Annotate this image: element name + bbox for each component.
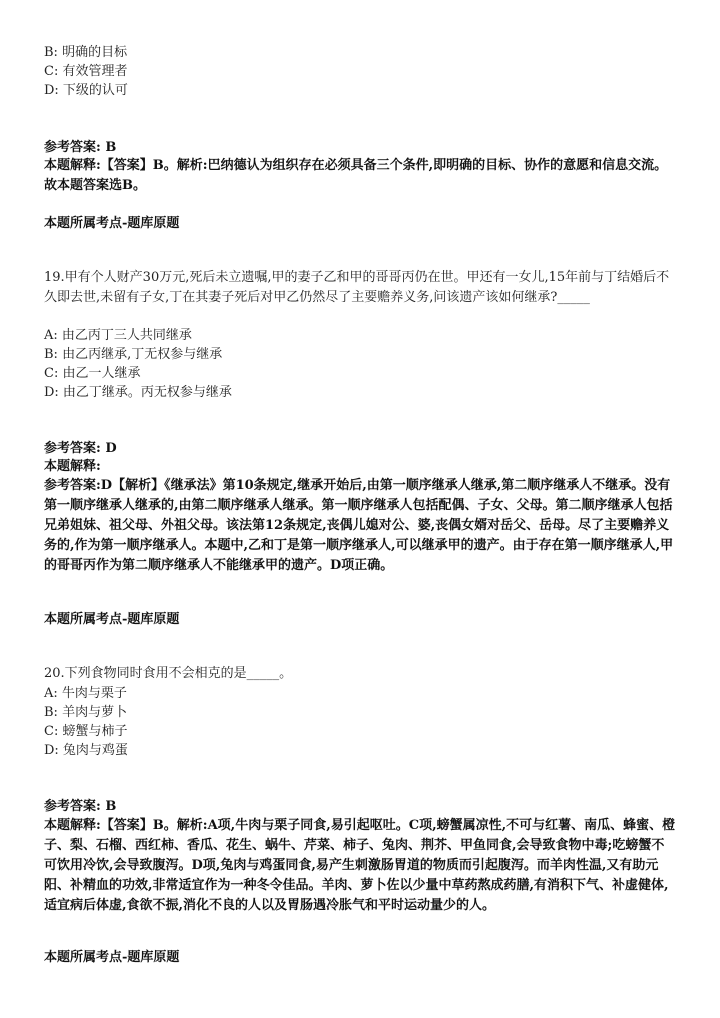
q20-answer: 参考答案: B (44, 799, 117, 814)
q19-option-d: D: 由乙丁继承。丙无权参与继承 (44, 385, 232, 400)
q18-option-c: C: 有效管理者 (44, 64, 128, 79)
q20-option-d: D: 兔肉与鸡蛋 (44, 743, 128, 758)
q19-answer: 参考答案: D (44, 441, 117, 456)
q20-option-b: B: 羊肉与萝卜 (44, 705, 128, 720)
q20-question: 20.下列食物同时食用不会相克的是_____。 (44, 666, 293, 681)
q20-option-a: A: 牛肉与栗子 (44, 686, 127, 701)
q19-explanation-label: 本题解释: (44, 459, 101, 474)
q18-source: 本题所属考点-题库原题 (44, 216, 180, 231)
q19-explanation: 参考答案:D【解析】《继承法》第10条规定,继承开始后,由第一顺序继承人继承,第二顺序继承人不继承。没有第一顺序继承人继承的,由第二顺序继承人继承。第一顺序继承人包括配偶、子女、父母。第二顺序继承人包括兄弟姐妹、祖父母、外祖父母。该法第12条规定,丧偶儿媳对公、婆,丧偶女婿对岳父、岳母。尽了主要赡养义务的,作为第一顺序继承人。本题中,乙和丁是第一顺序继承人,可以继承甲的遗产。由于存在第一顺序继承人,甲的哥哥丙作为第二顺序继承人不能继承甲的遗产。D项正确。 (44, 478, 674, 573)
q20-option-c: C: 螃蟹与柿子 (44, 724, 128, 739)
q20-source: 本题所属考点-题库原题 (44, 950, 180, 965)
q18-explanation: 本题解释:【答案】B。解析:巴纳德认为组织存在必须具备三个条件,即明确的目标、协作的意愿和信息交流。故本题答案选B。 (44, 158, 668, 193)
q18-answer: 参考答案: B (44, 140, 117, 155)
q19-option-a: A: 由乙丙丁三人共同继承 (44, 328, 192, 343)
q19-option-c: C: 由乙一人继承 (44, 366, 141, 381)
q20-explanation: 本题解释:【答案】B。解析:A项,牛肉与栗子同食,易引起呕吐。C项,螃蟹属凉性,不可与红薯、南瓜、蜂蜜、橙子、梨、石榴、西红柿、香瓜、花生、蜗牛、芹菜、柿子、兔肉、荆芥、甲鱼同食,会导致食物中毒;吃螃蟹不可饮用冷饮,会导致腹泻。D项,兔肉与鸡蛋同食,易产生刺激肠胃道的物质而引起腹泻。而羊肉性温,又有助元阳、补精血的功效,非常适宜作为一种冬令佳品。羊肉、萝卜佐以少量中草药熬成药膳,有消积下气、补虚健体,适宜病后体虚,食欲不振,消化不良的人以及胃肠遇冷胀气和平时运动量少的人。 (44, 818, 676, 913)
q19-option-b: B: 由乙丙继承,丁无权参与继承 (44, 347, 223, 362)
q19-question: 19.甲有个人财产30万元,死后未立遗嘱,甲的妻子乙和甲的哥哥丙仍在世。甲还有一女儿,15年前与丁结婚后不久即去世,未留有子女,丁在其妻子死后对甲乙仍然尽了主要赡养义务,问该遗产该如何继承?_____ (44, 270, 670, 305)
q18-option-d: D: 下级的认可 (44, 83, 128, 98)
q19-source: 本题所属考点-题库原题 (44, 612, 180, 627)
q18-option-b: B: 明确的目标 (44, 45, 128, 60)
